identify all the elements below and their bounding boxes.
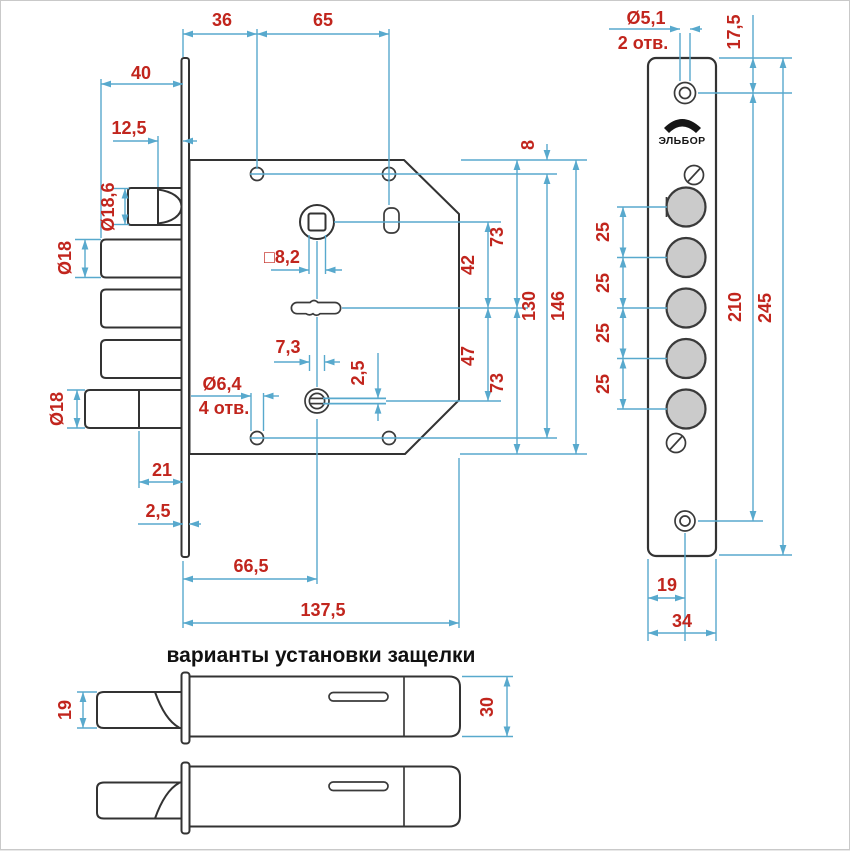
faceplate-front-view — [593, 8, 792, 641]
dim-label-bolt-dia-bottom: Ø18 — [47, 391, 67, 427]
dim-label-65: 65 — [312, 10, 334, 30]
latch-variants-section — [55, 644, 513, 834]
latch-variant-2 — [97, 763, 460, 834]
bolt-pin-3 — [667, 289, 706, 328]
dim-label-130: 130 — [519, 290, 539, 322]
deadbolt-1 — [101, 240, 185, 278]
dim-label-5-1: Ø5,1 — [626, 8, 666, 28]
dim-label-latch-dia: Ø18,6 — [98, 182, 118, 232]
latch2-slot — [329, 782, 388, 791]
latch-bolt — [128, 188, 182, 225]
dim-label-137-5: 137,5 — [300, 600, 346, 620]
dim-label-25-4: 25 — [593, 373, 613, 395]
dim-label-8: 8 — [518, 139, 538, 151]
bolt-pin-4 — [667, 339, 706, 378]
dim-label-73-bottom: 73 — [487, 372, 507, 394]
deadbolt-2 — [101, 290, 185, 328]
dim-label-19-latch: 19 — [55, 699, 75, 721]
dim-label-2-5-plate: 2,5 — [145, 501, 171, 521]
latch1-head — [97, 692, 184, 728]
dim-label-hole-count: 4 отв. — [198, 398, 250, 418]
latch1-slot — [329, 693, 388, 702]
dim-label-2-5-slot: 2,5 — [348, 360, 368, 386]
spindle-hole — [300, 205, 334, 239]
dim-label-17-5: 17,5 — [724, 14, 744, 50]
lock-section-view — [47, 10, 587, 628]
dim-label-hole-dia: Ø6,4 — [202, 374, 242, 394]
dim-label-25-2: 25 — [593, 272, 613, 294]
dim-label-36: 36 — [211, 10, 233, 30]
dim-label-square-8-2: □8,2 — [264, 247, 300, 267]
dim-label-30-latch: 30 — [477, 696, 497, 718]
dim-label-245: 245 — [755, 292, 775, 324]
latch1-faceplate — [182, 673, 190, 744]
dim-label-25-1: 25 — [593, 221, 613, 243]
bolt-pin-5 — [667, 390, 706, 429]
latch-section-title: варианты установки защелки — [166, 644, 476, 667]
latch2-faceplate — [182, 763, 190, 834]
lock-drawing — [1, 1, 850, 851]
dim-label-66-5: 66,5 — [233, 556, 269, 576]
plate-hole-top-outer — [675, 83, 696, 104]
stop-slot — [384, 208, 399, 233]
bolt-pin-1 — [667, 188, 706, 227]
latch2-body — [189, 767, 460, 827]
plate-hole-bottom-outer — [675, 511, 695, 531]
dim-label-210: 210 — [725, 291, 745, 323]
dim-label-42: 42 — [458, 254, 478, 276]
latch2-head — [97, 783, 184, 819]
dim-label-73-top: 73 — [487, 226, 507, 248]
dim-label-47: 47 — [458, 345, 478, 367]
dim-label-12-5: 12,5 — [111, 118, 147, 138]
dim-label-bolt-dia-top: Ø18 — [55, 240, 75, 276]
latch1-body — [189, 677, 460, 737]
deadbolt-4 — [85, 390, 185, 428]
deadbolt-3 — [101, 340, 185, 378]
bolt-pin-2 — [667, 238, 706, 277]
keyhole — [291, 301, 340, 316]
dim-label-25-3: 25 — [593, 322, 613, 344]
dim-label-146: 146 — [548, 290, 568, 322]
dim-label-19-face: 19 — [656, 575, 678, 595]
dim-label-2-holes: 2 отв. — [617, 33, 669, 53]
dim-label-7-3: 7,3 — [275, 337, 301, 357]
latch-variant-1 — [55, 673, 513, 744]
dim-label-21: 21 — [151, 460, 173, 480]
dim-label-34: 34 — [671, 611, 693, 631]
brand-logo-text: ЭЛЬБОР — [658, 135, 706, 147]
dim-label-40: 40 — [130, 63, 152, 83]
